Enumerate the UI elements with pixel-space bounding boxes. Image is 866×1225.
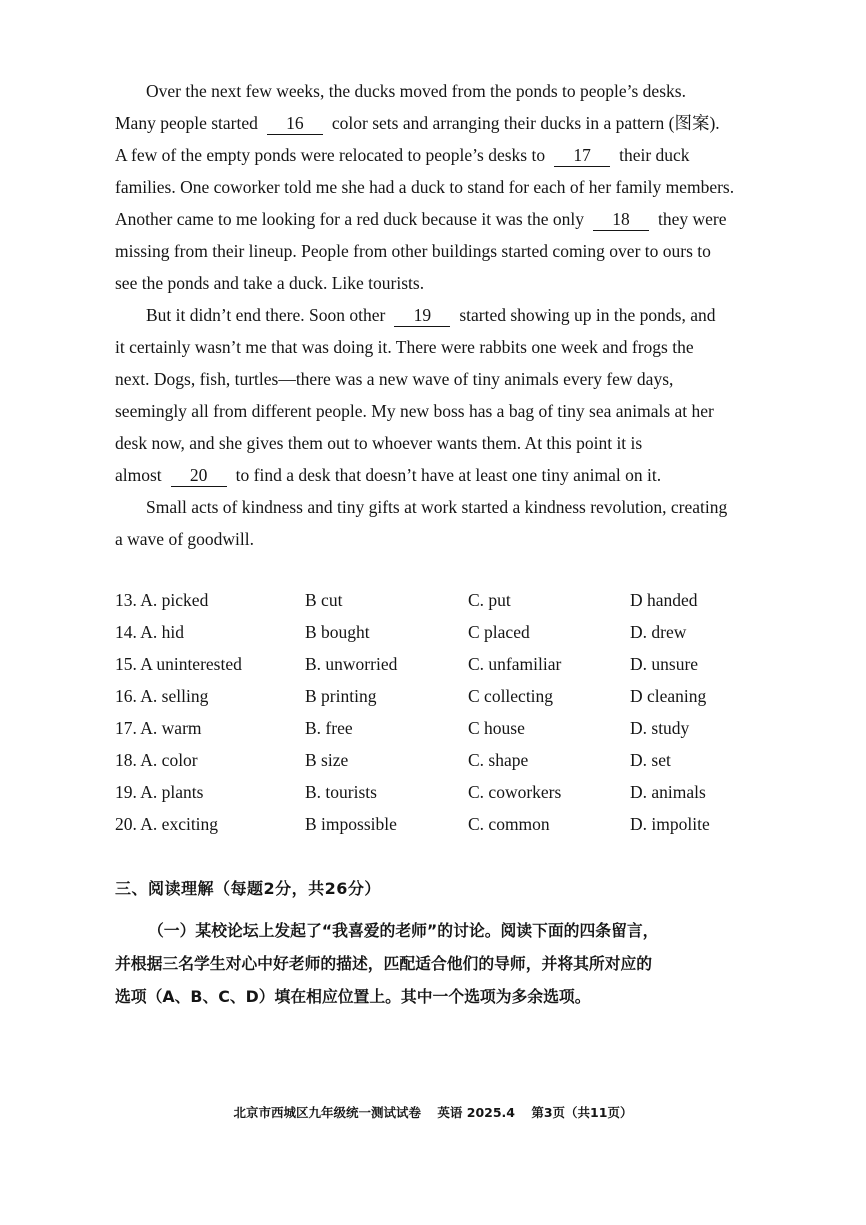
option-a: 14. A. hid: [115, 622, 185, 642]
question-options-18: [115, 744, 755, 776]
option-c: C. unfamiliar: [468, 654, 562, 674]
instruction-line: （一）某校论坛上发起了“我喜爱的老师”的讨论。阅读下面的四条留言，: [148, 921, 659, 940]
option-b: B. free: [305, 718, 353, 738]
instruction-line: 选项（A、B、C、D）填在相应位置上。其中一个选项为多余选项。: [115, 987, 591, 1006]
option-a: 19. A. plants: [115, 782, 204, 802]
cloze-passage: [115, 75, 751, 555]
option-d: D cleaning: [630, 686, 707, 706]
section-instructions: [115, 914, 755, 1013]
option-d: D. drew: [630, 622, 687, 642]
question-options-20: [115, 808, 755, 840]
option-c: C collecting: [468, 686, 554, 706]
option-c: C. coworkers: [468, 782, 562, 802]
option-d: D. study: [630, 718, 690, 738]
question-options-17: [115, 712, 755, 744]
passage-line: seemingly all from different people. My new boss has a bag of tiny sea animals at her: [115, 401, 714, 421]
passage-line: it certainly wasn’t me that was doing it. There were rabbits one week and frogs the: [115, 337, 694, 357]
option-a: 13. A. picked: [115, 590, 209, 610]
section-heading: 三、阅读理解（每题2分，共26分）: [115, 879, 381, 898]
option-b: B. tourists: [305, 782, 377, 802]
answer-blank-17: 17: [554, 144, 610, 167]
option-c: C house: [468, 718, 525, 738]
answer-options-list: [115, 584, 755, 840]
footer-exam-name: 北京市西城区九年级统一测试试卷: [233, 1105, 422, 1120]
passage-line: see the ponds and take a duck. Like tourists.: [115, 273, 425, 293]
instruction-line: 并根据三名学生对心中好老师的描述，匹配适合他们的导师，并将其所对应的: [115, 954, 653, 973]
question-options-14: [115, 616, 755, 648]
passage-line: next. Dogs, fish, turtles—there was a new wave of tiny animals every few days,: [115, 369, 674, 389]
option-d: D. impolite: [630, 814, 710, 834]
question-options-16: [115, 680, 755, 712]
answer-blank-19: 19: [394, 304, 450, 327]
passage-line: Many people started 16 color sets and arranging their ducks in a pattern (图案).: [115, 113, 720, 133]
passage-line: Another came to me looking for a red duck because it was the only 18 they were: [115, 209, 727, 229]
footer-subject-date: 英语 2025.4: [437, 1105, 515, 1120]
page-footer: [0, 1103, 866, 1121]
answer-blank-18: 18: [593, 208, 649, 231]
option-b: B cut: [305, 590, 343, 610]
option-d: D. set: [630, 750, 671, 770]
option-a: 20. A. exciting: [115, 814, 219, 834]
answer-blank-20: 20: [171, 464, 227, 487]
passage-line: families. One coworker told me she had a duck to stand for each of her family members.: [115, 177, 735, 197]
answer-blank-16: 16: [267, 112, 323, 135]
option-a: 16. A. selling: [115, 686, 209, 706]
option-c: C. common: [468, 814, 550, 834]
footer-page-number: 第3页（共11页）: [531, 1105, 633, 1120]
passage-line: a wave of goodwill.: [115, 529, 254, 549]
passage-line: But it didn’t end there. Soon other 19 started showing up in the ponds, and: [146, 305, 716, 325]
option-c: C. shape: [468, 750, 529, 770]
option-b: B printing: [305, 686, 377, 706]
option-b: B size: [305, 750, 349, 770]
question-options-15: [115, 648, 755, 680]
option-d: D. unsure: [630, 654, 699, 674]
passage-line: A few of the empty ponds were relocated to people’s desks to 17 their duck: [115, 145, 690, 165]
option-a: 15. A uninterested: [115, 654, 242, 674]
question-options-13: [115, 584, 755, 616]
passage-line: Over the next few weeks, the ducks moved from the ponds to people’s desks.: [146, 81, 686, 101]
passage-line: almost 20 to find a desk that doesn’t have at least one tiny animal on it.: [115, 465, 662, 485]
passage-line: desk now, and she gives them out to whoever wants them. At this point it is: [115, 433, 643, 453]
option-b: B. unworried: [305, 654, 398, 674]
question-options-19: [115, 776, 755, 808]
option-c: C placed: [468, 622, 530, 642]
option-d: D handed: [630, 590, 698, 610]
passage-line: Small acts of kindness and tiny gifts at work started a kindness revolution, creating: [146, 497, 728, 517]
option-a: 17. A. warm: [115, 718, 202, 738]
passage-line: missing from their lineup. People from other buildings started coming over to ours to: [115, 241, 711, 261]
option-b: B impossible: [305, 814, 397, 834]
option-b: B bought: [305, 622, 370, 642]
option-a: 18. A. color: [115, 750, 198, 770]
option-c: C. put: [468, 590, 511, 610]
option-d: D. animals: [630, 782, 706, 802]
